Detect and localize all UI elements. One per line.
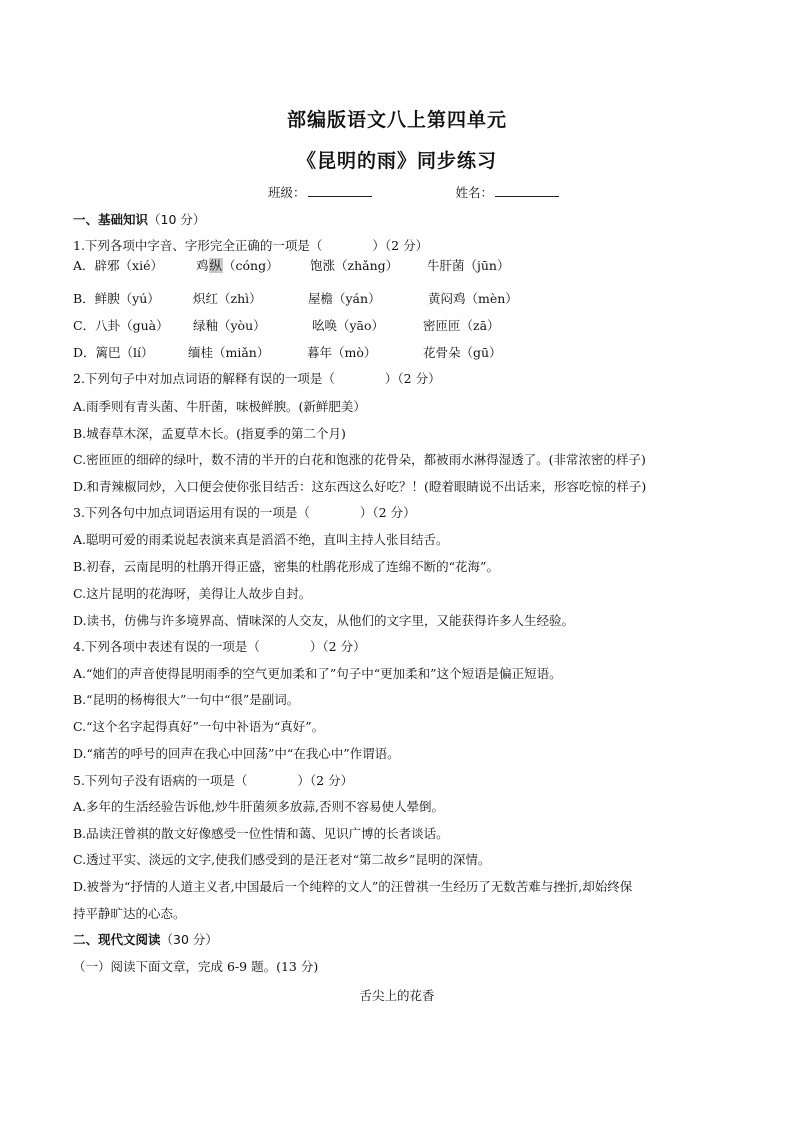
q1-a-highlight: 纵	[209, 258, 223, 273]
page-title: 部编版语文八上第四单元	[286, 109, 507, 131]
q4-option-b: B.“昆明的杨梅很大”一句中“很”是副词。	[73, 692, 300, 707]
section-1-points: （10 分）	[148, 212, 206, 227]
q5-option-d-line-1: D.被誉为“抒情的人道主义者,中国最后一个纯粹的文人”的汪曾祺一生经历了无数苦难与挫折,却始终保	[73, 879, 633, 894]
lesson-title: 《昆明的雨》同步练习	[296, 150, 497, 172]
q1-option-c-4: 密匝匝（zā）	[423, 318, 500, 333]
q1-a-pinyin: （cóng）	[223, 258, 279, 273]
section-1-heading	[73, 210, 205, 228]
q3-option-b: B.初春，云南昆明的杜鹃开得正盛，密集的杜鹃花形成了连绵不断的“花海”。	[73, 559, 499, 574]
question-2-stem: 2.下列句子中对加点词语的解释有误的一项是（ ）（2 分）	[73, 371, 441, 386]
q1-a-char: 鸡	[196, 258, 209, 273]
name-blank[interactable]	[495, 184, 559, 197]
q1-option-b-3: 屋檐（yán）	[308, 291, 381, 306]
name-label: 姓名：	[455, 185, 493, 200]
question-1-stem: 1.下列各项中字音、字形完全正确的一项是（ ）（2 分）	[73, 238, 429, 253]
section-2-points: （30 分）	[160, 932, 218, 947]
q1-option-c-2: 绿釉（yòu）	[193, 318, 266, 333]
q4-option-c: C.“这个名字起得真好”一句中补语为“真好”。	[73, 719, 325, 734]
q1-option-b-1: B．鲜腴（yú）	[73, 291, 160, 306]
q4-option-a: A.“她们的声音使得昆明雨季的空气更加柔和了”句子中“更加柔和”这个短语是偏正短语。	[73, 666, 562, 681]
q1-option-a-1: A．辟邪（xié）	[73, 258, 163, 273]
q1-option-b-2: 炽红（zhì）	[193, 291, 262, 306]
question-3-stem: 3.下列各句中加点词语运用有误的一项是（ ）（2 分）	[73, 505, 416, 520]
q5-option-d-line-2: 持平静旷达的心态。	[73, 906, 186, 921]
class-blank[interactable]	[308, 184, 372, 197]
q1-option-c-1: C．八卦（guà）	[73, 318, 169, 333]
q1-option-a-4: 牛肝菌（jūn）	[427, 258, 510, 273]
q3-option-d: D.读书，仿佛与许多境界高、情味深的人交友，从他们的文字里，又能获得许多人生经验。	[73, 613, 575, 628]
q1-option-d-1: D．篱巴（lí）	[73, 345, 154, 360]
q5-option-c: C.透过平实、淡远的文字,使我们感受到的是汪老对“第二故乡”昆明的深情。	[73, 852, 491, 867]
q3-option-c: C.这片昆明的花海呀，美得让人故步自封。	[73, 586, 312, 601]
section-2-heading	[73, 930, 218, 948]
q4-option-d: D.“痛苦的呼号的回声在我心中回荡”中“在我心中”作谓语。	[73, 746, 400, 761]
article-title: 舌尖上的花香	[359, 988, 435, 1003]
class-label: 班级：	[268, 185, 306, 200]
q3-option-a: A.聪明可爱的雨柔说起表演来真是滔滔不绝，直叫主持人张目结舌。	[73, 532, 449, 547]
q5-option-b: B.品读汪曾祺的散文好像感受一位性情和蔼、见识广博的长者谈话。	[73, 826, 449, 841]
q5-option-a: A.多年的生活经验告诉他,炒牛肝菌须多放蒜,否则不容易使人晕倒。	[73, 799, 444, 814]
student-info-row	[268, 183, 559, 201]
question-4-stem: 4.下列各项中表述有误的一项是（ ）（2 分）	[73, 639, 366, 654]
q1-option-d-4: 花骨朵（gū）	[423, 345, 502, 360]
question-5-stem: 5.下列句子没有语病的一项是（ ）（2 分）	[73, 773, 354, 788]
q1-option-a-3: 饱涨（zhǎng）	[310, 258, 399, 273]
q2-option-b: B.城春草木深，孟夏草木长。(指夏季的第二个月)	[73, 426, 346, 441]
q2-option-a: A.雨季则有青头菌、牛肝菌，味极鲜腴。(新鲜肥美）	[73, 399, 366, 414]
section-2-title: 二、现代文阅读	[73, 932, 161, 947]
q1-option-c-3: 吆唤（yāo）	[312, 318, 385, 333]
section-1-title: 一、基础知识	[73, 212, 149, 227]
q1-option-b-4: 黄闷鸡（mèn）	[428, 291, 518, 306]
q1-option-d-2: 缅桂（miǎn）	[188, 345, 270, 360]
q1-option-a-2	[196, 256, 279, 274]
q2-option-c: C.密匝匝的细碎的绿叶，数不清的半开的白花和饱涨的花骨朵，都被雨水淋得湿透了。(非常浓密的样子)	[73, 452, 646, 467]
q2-option-d: D.和青辣椒同炒，入口便会使你张目结舌：这东西这么好吃？！(瞪着眼睛说不出话来，形容吃惊的样子)	[73, 479, 647, 494]
q1-option-d-3: 暮年（mò）	[307, 345, 377, 360]
reading-part-1-instruction: （一）阅读下面文章，完成 6-9 题。(13 分)	[73, 959, 319, 974]
